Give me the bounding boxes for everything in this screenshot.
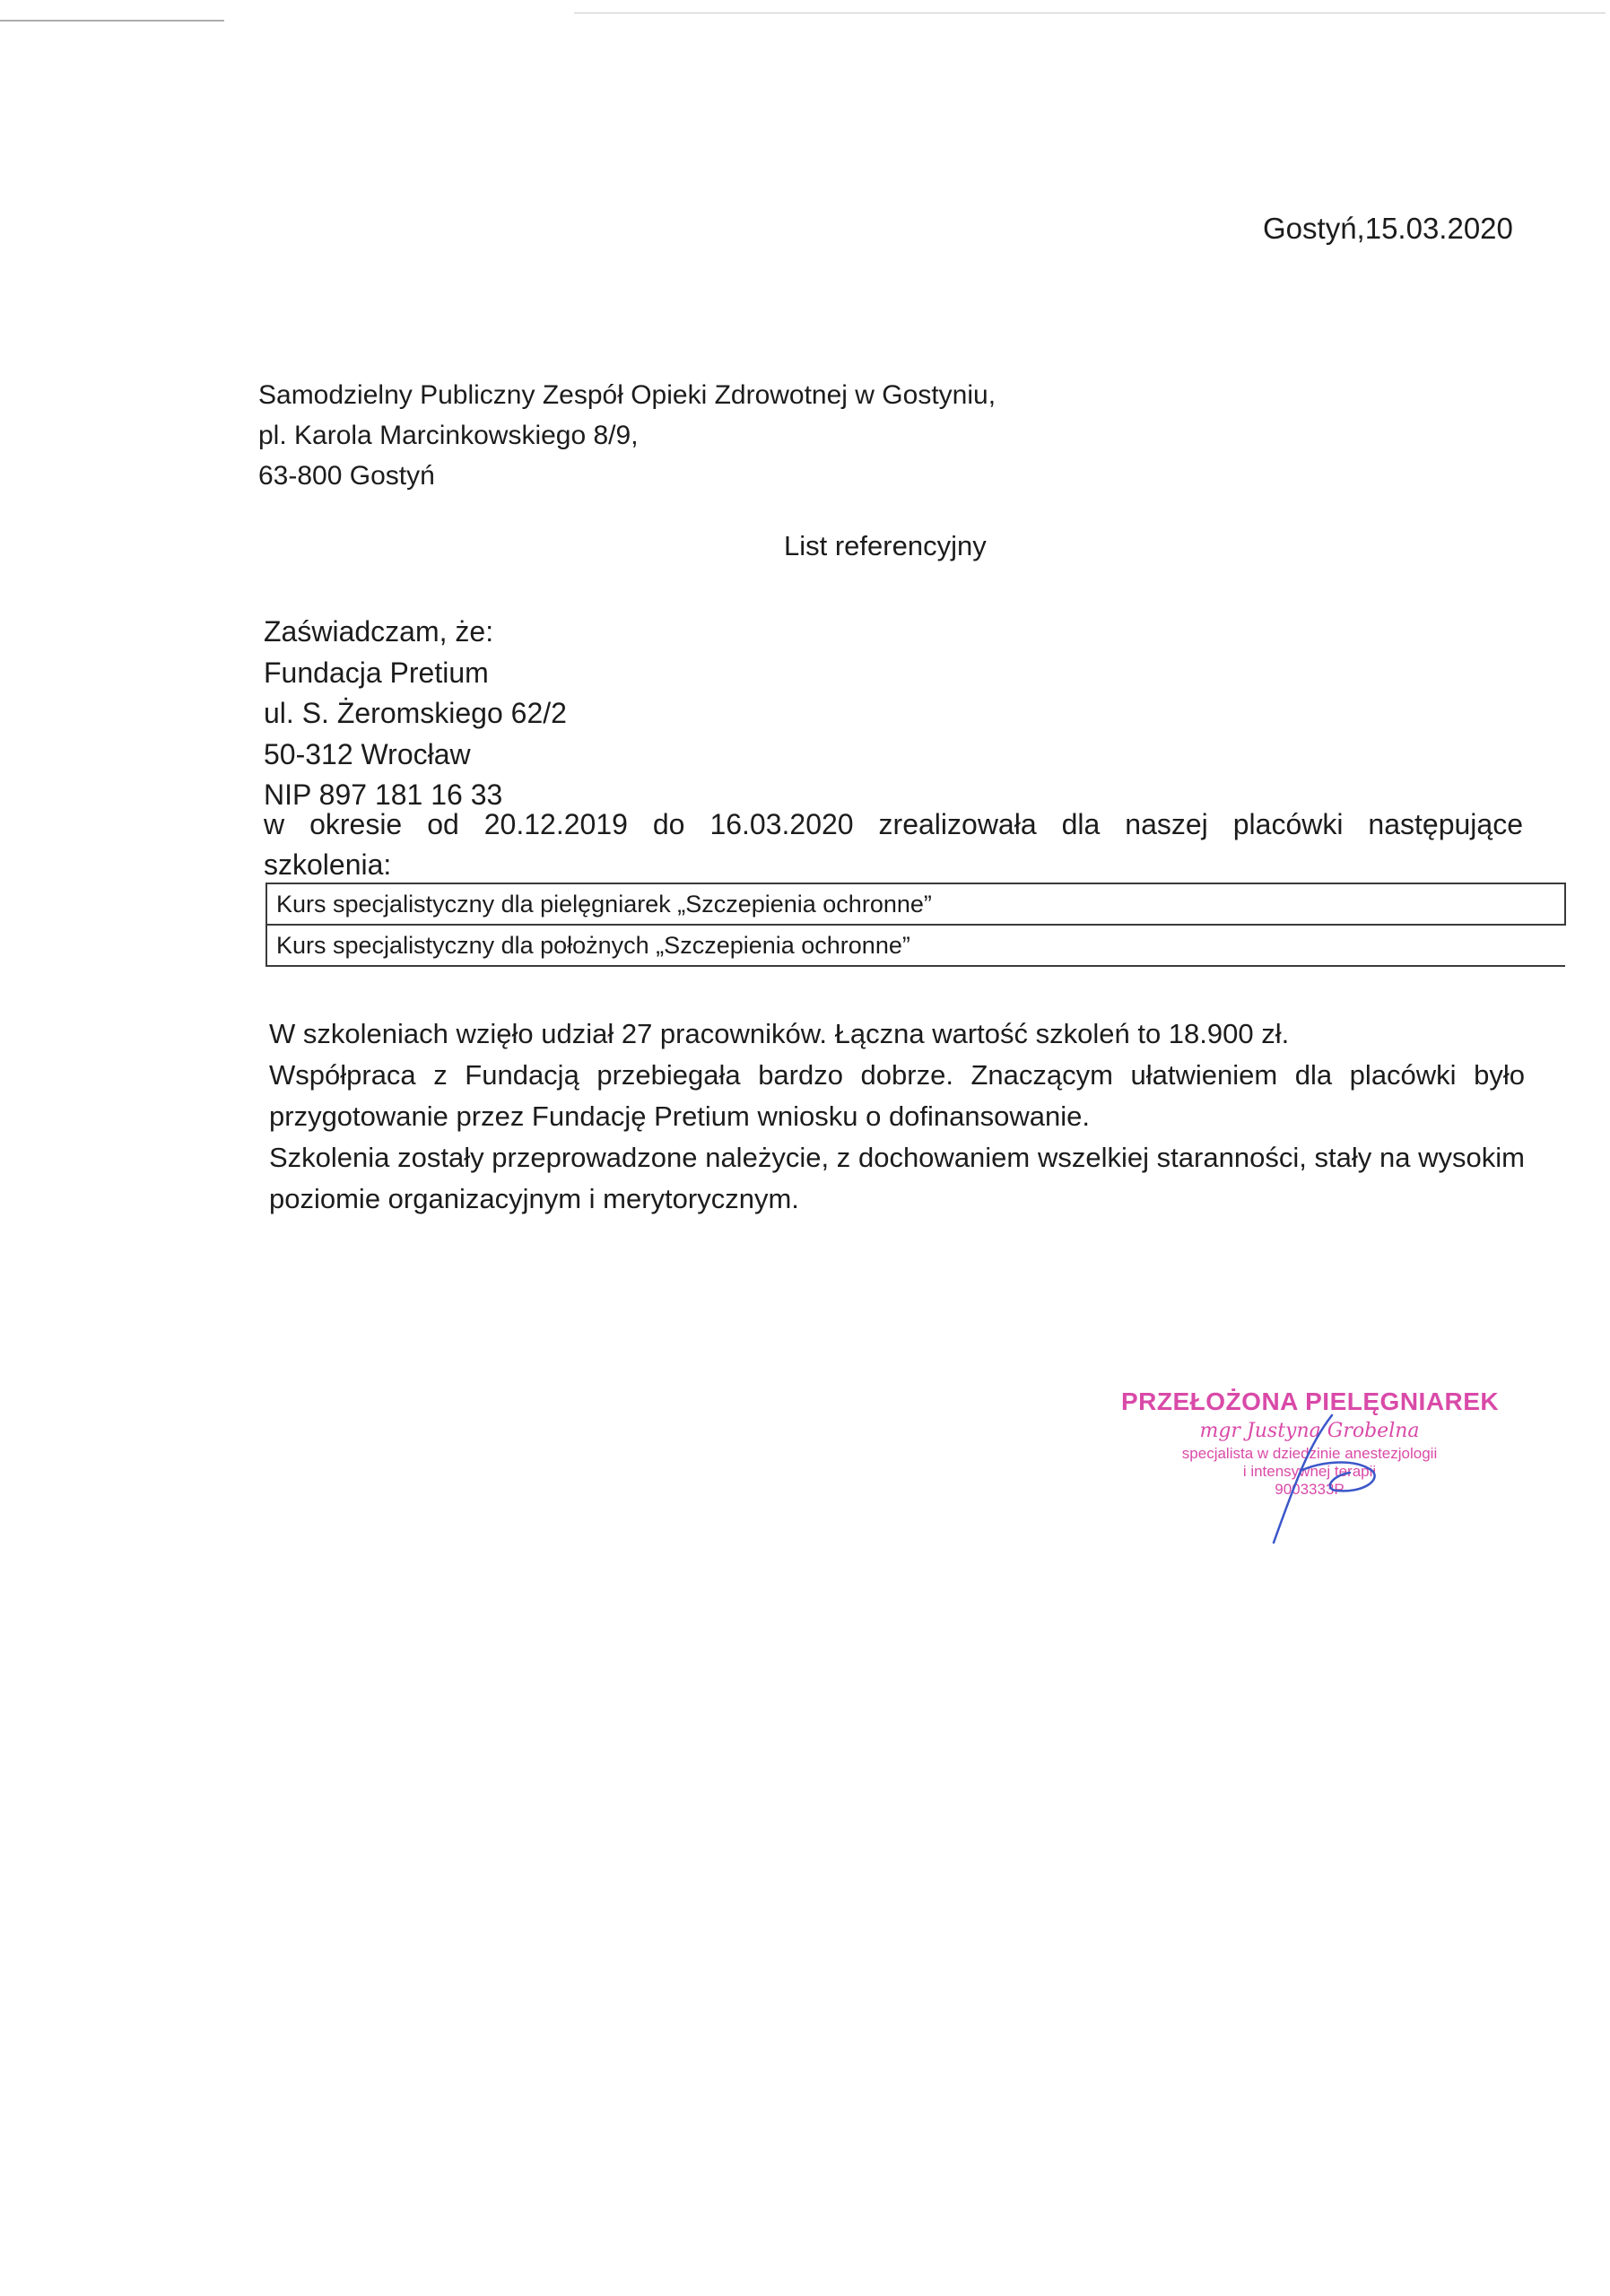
recipient-line-2: pl. Karola Marcinkowskiego 8/9, [258, 421, 639, 450]
stamp-specialization-1: specjalista w dziedzinie anestezjologii [1181, 1445, 1438, 1462]
signature-stroke [1274, 1415, 1375, 1543]
organization-street: ul. S. Żeromskiego 62/2 [264, 697, 567, 729]
period-line: w okresie od 20.12.2019 do 16.03.2020 zrealizowała dla naszej placówki następujące [264, 808, 1523, 840]
certification-block [264, 612, 567, 816]
training-item: Kurs specjalistyczny dla położnych „Szczepienia ochronne” [266, 925, 1565, 966]
body-paragraph-3: Szkolenia zostały przeprowadzone należycie, z dochowaniem wszelkiej staranności, stały na wysokim poziomie organizacyjnym i merytorycznym. [269, 1142, 1525, 1214]
stamp-title: PRZEŁOŻONA PIELĘGNIAREK [1121, 1387, 1500, 1415]
date-line: Gostyń,15.03.2020 [1263, 212, 1513, 245]
letter-body [269, 1013, 1525, 1220]
stamp-specialization-2: i intensywnej terapii [1242, 1463, 1377, 1480]
body-paragraph-1: W szkoleniach wzięło udział 27 pracowników. Łączna wartość szkoleń to 18.900 zł. [269, 1018, 1290, 1049]
handwritten-signature [1247, 1408, 1399, 1552]
recipient-line-1: Samodzielny Publiczny Zespół Opieki Zdrowotnej w Gostyniu, [258, 380, 996, 410]
period-tail: szkolenia: [264, 848, 392, 881]
body-paragraph-2: Współpraca z Fundacją przebiegała bardzo dobrze. Znaczącym ułatwieniem dla placówki było przygotowanie przez Fundację Pretium wniosku o dofinansowanie. [269, 1059, 1525, 1132]
scan-top-line-left [0, 20, 224, 22]
organization-city: 50-312 Wrocław [264, 737, 471, 770]
organization-name: Fundacja Pretium [264, 656, 489, 689]
training-item: Kurs specjalistyczny dla pielęgniarek „Szczepienia ochronne” [266, 883, 1565, 925]
recipient-address [258, 375, 996, 496]
table-row [266, 925, 1565, 966]
document-title: List referencyjny [784, 530, 987, 561]
certification-intro: Zaświadczam, że: [264, 615, 494, 648]
table-row [266, 883, 1565, 925]
stamp-name: mgr Justyna Grobelna [1199, 1420, 1420, 1442]
recipient-line-3: 63-800 Gostyń [258, 461, 435, 491]
stamp-code: 9003333P [1275, 1481, 1345, 1498]
organization-nip: NIP 897 181 16 33 [264, 778, 503, 811]
trainings-table [265, 883, 1566, 967]
